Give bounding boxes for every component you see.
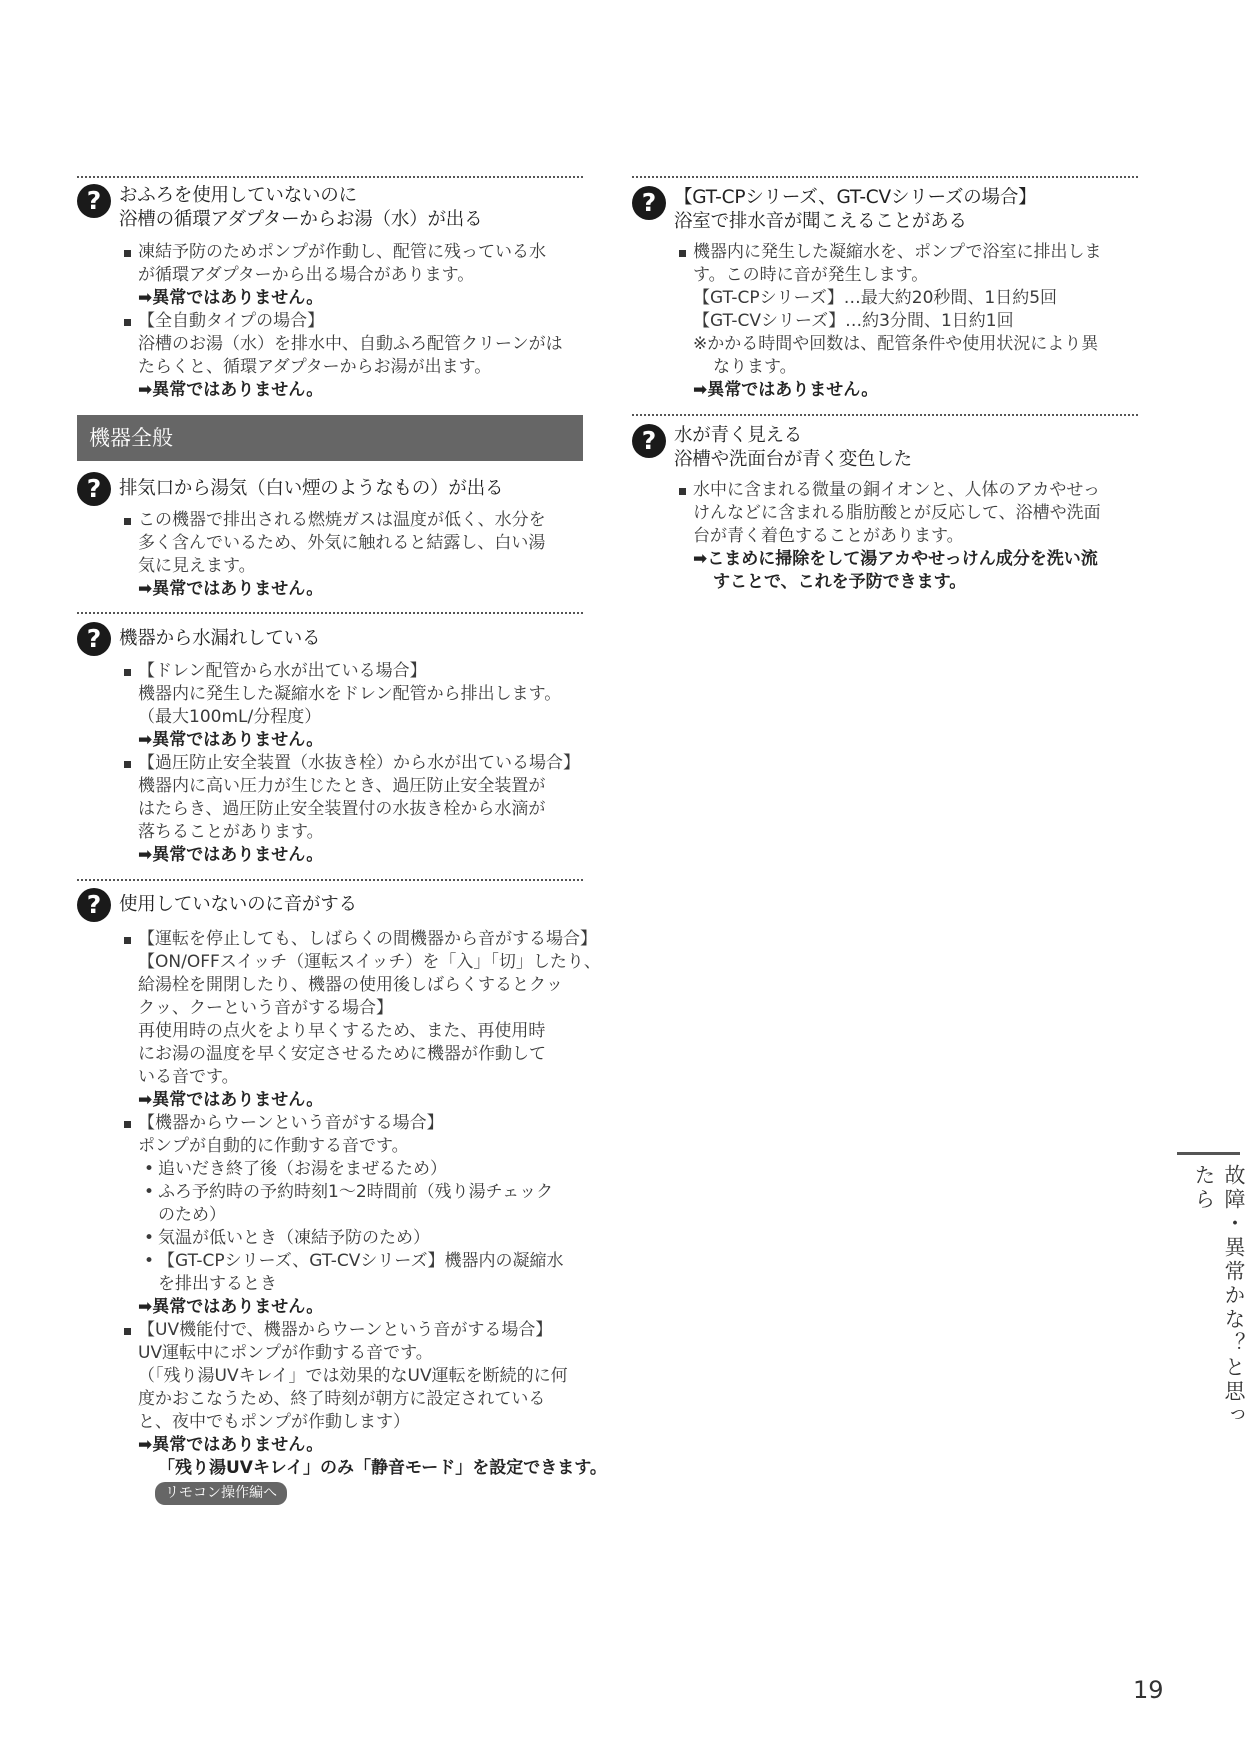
sub-bullet: • 【GT-CPシリーズ、GT-CVシリーズ】機器内の凝縮水 を排出するとき: [144, 1251, 564, 1294]
not-abnormal-note: ➡異常ではありません。: [138, 1297, 324, 1317]
dotted-separator: [632, 414, 1138, 416]
question-icon: ?: [632, 424, 666, 458]
answer-item: 凍結予防のためポンプが作動し、配管に残っている水 が循環アダプターから出る場合があります。 ➡異常ではありません。: [124, 241, 583, 310]
question-icon: ?: [77, 472, 111, 506]
answer-item: 【運転を停止しても、しばらくの間機器から音がする場合】 【ON/OFFスイッチ（運転スイッチ）を「入」「切」したり、 給湯栓を開閉したり、機器の使用後しばらくするとクッ クッ、クーという音がする場合】 再使用時の点火をより早くするため、また、再使用時 にお湯の温度を早く安定させるために機器が作動して いる音です。 ➡異常ではありません。: [124, 928, 583, 1112]
square-bullet-icon: [124, 319, 131, 326]
square-bullet-icon: [124, 518, 131, 525]
square-bullet-icon: [124, 1121, 131, 1128]
not-abnormal-note: ➡異常ではありません。: [693, 380, 879, 400]
answer-body: [679, 479, 1138, 594]
answer-item: 【過圧防止安全装置（水抜き栓）から水が出ている場合】 機器内に高い圧力が生じたとき、過圧防止安全装置が はたらき、過圧防止安全装置付の水抜き栓から水滴が 落ちることがあります。 ➡異常ではありません。: [124, 752, 583, 867]
square-bullet-icon: [124, 937, 131, 944]
sub-bullet: • 気温が低いとき（凍結予防のため）: [144, 1228, 430, 1248]
answer-body: [679, 241, 1138, 402]
section-header: 機器全般: [77, 415, 583, 461]
dot-bullet-icon: •: [144, 1159, 155, 1179]
question-icon: ?: [77, 184, 111, 218]
dotted-separator: [632, 176, 1138, 178]
chapter-side-tab: [1177, 1152, 1246, 1442]
not-abnormal-note: ➡異常ではありません。: [138, 288, 324, 308]
dotted-separator: [77, 879, 583, 881]
not-abnormal-note: ➡異常ではありません。: [138, 845, 324, 865]
dot-bullet-icon: •: [144, 1251, 155, 1271]
question-title: 水が青く見える 浴槽や洗面台が青く変色した: [674, 425, 912, 470]
square-bullet-icon: [124, 669, 131, 676]
answer-body: [124, 928, 607, 1505]
question-icon: ?: [77, 622, 111, 656]
square-bullet-icon: [679, 488, 686, 495]
not-abnormal-note: ➡異常ではありません。: [138, 380, 324, 400]
not-abnormal-note: ➡異常ではありません。: [138, 730, 324, 750]
prevention-advice: すことで、これを予防できます。: [713, 572, 967, 592]
page-number: 19: [1133, 1676, 1164, 1704]
not-abnormal-note: ➡異常ではありません。: [138, 1090, 324, 1110]
dot-bullet-icon: •: [144, 1182, 155, 1202]
answer-body: [124, 241, 583, 402]
question-title: おふろを使用していないのに 浴槽の循環アダプターからお湯（水）が出る: [119, 185, 483, 230]
sub-bullet: • 追いだき終了後（お湯をまぜるため）: [144, 1159, 447, 1179]
dotted-separator: [77, 176, 583, 178]
remote-manual-link[interactable]: リモコン操作編へ: [155, 1482, 287, 1505]
answer-item: 【UV機能付で、機器からウーンという音がする場合】 UV運転中にポンプが作動する音です。 （「残り湯UVキレイ」では効果的なUV運転を断続的に何 度かおこなうため、終了時刻が朝方に設定されている と、夜中でもポンプが作動します） ➡異常ではありません。 「残り湯UVキレイ」のみ「静音モード」を設定できます。 リモコン操作編へ: [124, 1319, 583, 1505]
answer-item: 機器内に発生した凝縮水を、ポンプで浴室に排出しま す。この時に音が発生します。 【GT-CPシリーズ】…最大約20秒間、1日約5回 【GT-CVシリーズ】…約3分間、1日約1回 ※かかる時間や回数は、配管条件や使用状況により異 なります。 ➡異常ではありません。: [679, 241, 1138, 402]
square-bullet-icon: [124, 250, 131, 257]
answer-body: [124, 509, 583, 601]
tab-rule: [1177, 1152, 1240, 1155]
answer-item: 【機器からウーンという音がする場合】 ポンプが自動的に作動する音です。 • 追いだき終了後（お湯をまぜるため） • ふろ予約時の予約時刻1～2時間前（残り湯チェック のため） • 気温が低いとき（凍結予防のため） • 【GT-CPシリーズ、GT-CVシリーズ】機器内の凝縮水 を排出するとき ➡異常ではありません。: [124, 1112, 583, 1319]
sub-bullet: • ふろ予約時の予約時刻1～2時間前（残り湯チェック のため）: [144, 1182, 554, 1225]
answer-body: [124, 660, 583, 867]
answer-item: 【全自動タイプの場合】 浴槽のお湯（水）を排水中、自動ふろ配管クリーンがは たらくと、循環アダプターからお湯が出ます。 ➡異常ではありません。: [124, 310, 583, 402]
dotted-separator: [77, 612, 583, 614]
question-title: 排気口から湯気（白い煙のようなもの）が出る: [119, 478, 504, 499]
square-bullet-icon: [124, 1328, 131, 1335]
prevention-advice: ➡こまめに掃除をして湯アカやせっけん成分を洗い流: [693, 549, 1098, 569]
answer-item: 水中に含まれる微量の銅イオンと、人体のアカやせっ けんなどに含まれる脂肪酸とが反応して、浴槽や洗面 台が青く着色することがあります。 ➡こまめに掃除をして湯アカやせっけん成分を洗い流 すことで、これを予防できます。: [679, 479, 1138, 594]
square-bullet-icon: [679, 250, 686, 257]
answer-item: この機器で排出される燃焼ガスは温度が低く、水分を 多く含んでいるため、外気に触れると結露し、白い湯 気に見えます。 ➡異常ではありません。: [124, 509, 583, 601]
dot-bullet-icon: •: [144, 1228, 155, 1248]
not-abnormal-note: ➡異常ではありません。: [138, 1435, 324, 1455]
question-icon: ?: [77, 888, 111, 922]
question-title: 機器から水漏れしている: [119, 628, 321, 649]
chapter-title: 故障・異常かな？と思ったら: [1192, 1164, 1246, 1428]
square-bullet-icon: [124, 761, 131, 768]
answer-item: 【ドレン配管から水が出ている場合】 機器内に発生した凝縮水をドレン配管から排出します。 （最大100mL/分程度） ➡異常ではありません。: [124, 660, 583, 752]
question-icon: ?: [632, 186, 666, 220]
quiet-mode-note: 「残り湯UVキレイ」のみ「静音モード」を設定できます。: [158, 1458, 607, 1478]
question-title: 使用していないのに音がする: [119, 894, 357, 915]
not-abnormal-note: ➡異常ではありません。: [138, 579, 324, 599]
question-title: 【GT-CPシリーズ、GT-CVシリーズの場合】 浴室で排水音が聞こえることがある: [674, 187, 1037, 232]
